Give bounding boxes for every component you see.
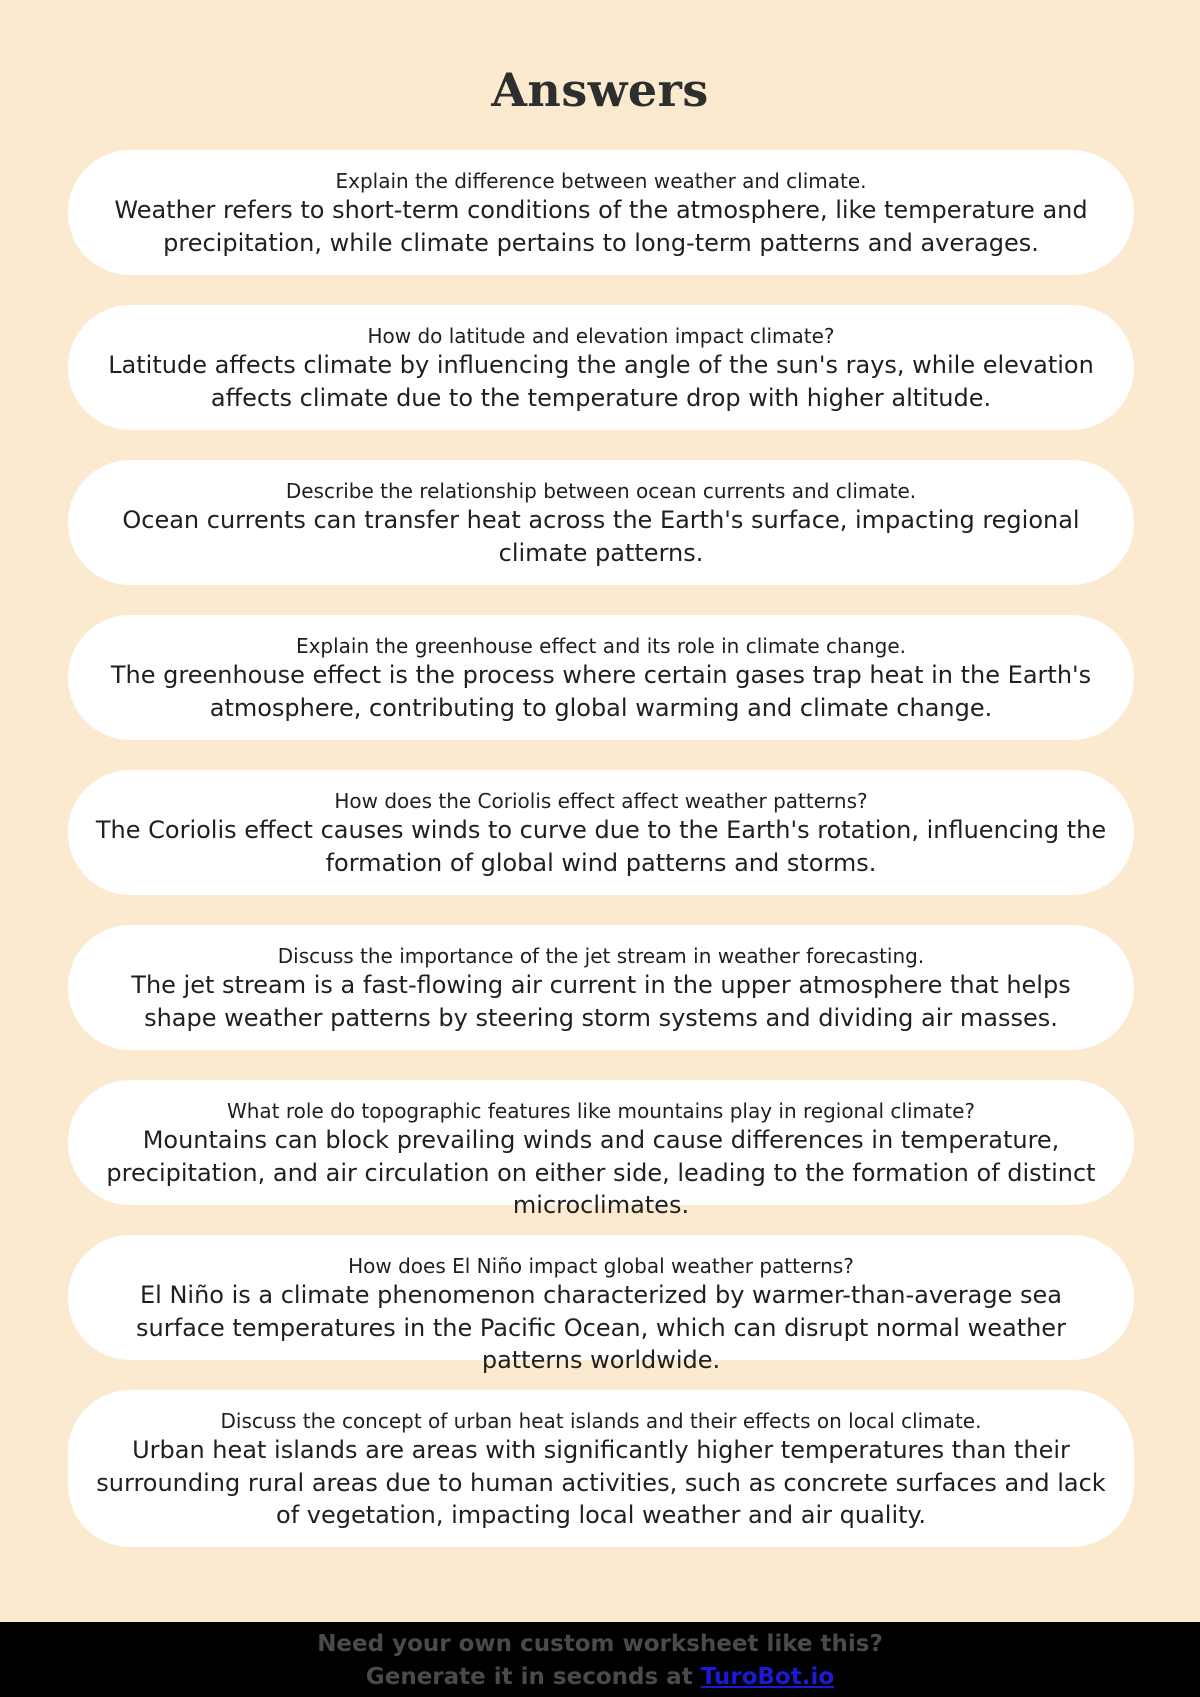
answer-card bbox=[68, 1235, 1134, 1374]
footer-headline: Need your own custom worksheet like this? bbox=[317, 1631, 883, 1657]
answer-card bbox=[68, 305, 1134, 430]
question-text: How does El Niño impact global weather patterns? bbox=[348, 1254, 854, 1278]
answer-text: Latitude affects climate by influencing the angle of the sun's rays, while elevation affects climate due to the temperature drop with higher altitude. bbox=[108, 351, 1094, 412]
answer-card bbox=[68, 770, 1134, 895]
turobot-link[interactable]: TuroBot.io bbox=[700, 1664, 835, 1690]
footer-cta bbox=[0, 1661, 1200, 1694]
answer-text: The Coriolis effect causes winds to curve due to the Earth's rotation, influencing the formation of global wind patterns and storms. bbox=[95, 816, 1107, 877]
promo-footer bbox=[0, 1622, 1200, 1697]
question-text: How does the Coriolis effect affect weather patterns? bbox=[334, 789, 868, 813]
footer-cta-text: Generate it in seconds at bbox=[365, 1664, 701, 1690]
answer-text: El Niño is a climate phenomenon characterized by warmer-than-average sea surface temperatures in the Pacific Ocean, which can disrupt normal weather patterns worldwide. bbox=[136, 1281, 1066, 1374]
answer-text: Ocean currents can transfer heat across the Earth's surface, impacting regional climate patterns. bbox=[122, 506, 1080, 567]
answer-text: Mountains can block prevailing winds and cause differences in temperature, precipitation, and air circulation on either side, leading to the formation of distinct microclimates. bbox=[106, 1126, 1096, 1219]
answer-card bbox=[68, 150, 1134, 275]
answer-card bbox=[68, 925, 1134, 1050]
question-text: What role do topographic features like mountains play in regional climate? bbox=[226, 1099, 976, 1123]
answer-card bbox=[68, 615, 1134, 740]
question-text: Discuss the importance of the jet stream in weather forecasting. bbox=[277, 944, 925, 968]
answer-text: The greenhouse effect is the process where certain gases trap heat in the Earth's atmosphere, contributing to global warming and climate change. bbox=[110, 661, 1092, 722]
answer-list bbox=[68, 150, 1134, 1577]
answer-text: Urban heat islands are areas with significantly higher temperatures than their surrounding rural areas due to human activities, such as concrete surfaces and lack of vegetation, impacting local weather and air quality. bbox=[96, 1436, 1106, 1529]
answer-card bbox=[68, 460, 1134, 585]
answer-text: Weather refers to short-term conditions of the atmosphere, like temperature and precipitation, while climate pertains to long-term patterns and averages. bbox=[114, 196, 1088, 257]
answer-text: The jet stream is a fast-flowing air current in the upper atmosphere that helps shape weather patterns by steering storm systems and dividing air masses. bbox=[131, 971, 1071, 1032]
question-text: Discuss the concept of urban heat islands and their effects on local climate. bbox=[220, 1409, 982, 1433]
question-text: Explain the difference between weather and climate. bbox=[335, 169, 867, 193]
question-text: How do latitude and elevation impact climate? bbox=[367, 324, 835, 348]
answer-card bbox=[68, 1080, 1134, 1219]
page-title: Answers bbox=[491, 63, 709, 117]
question-text: Explain the greenhouse effect and its role in climate change. bbox=[295, 634, 907, 658]
question-text: Describe the relationship between ocean currents and climate. bbox=[285, 479, 917, 503]
answer-card bbox=[68, 1390, 1134, 1547]
